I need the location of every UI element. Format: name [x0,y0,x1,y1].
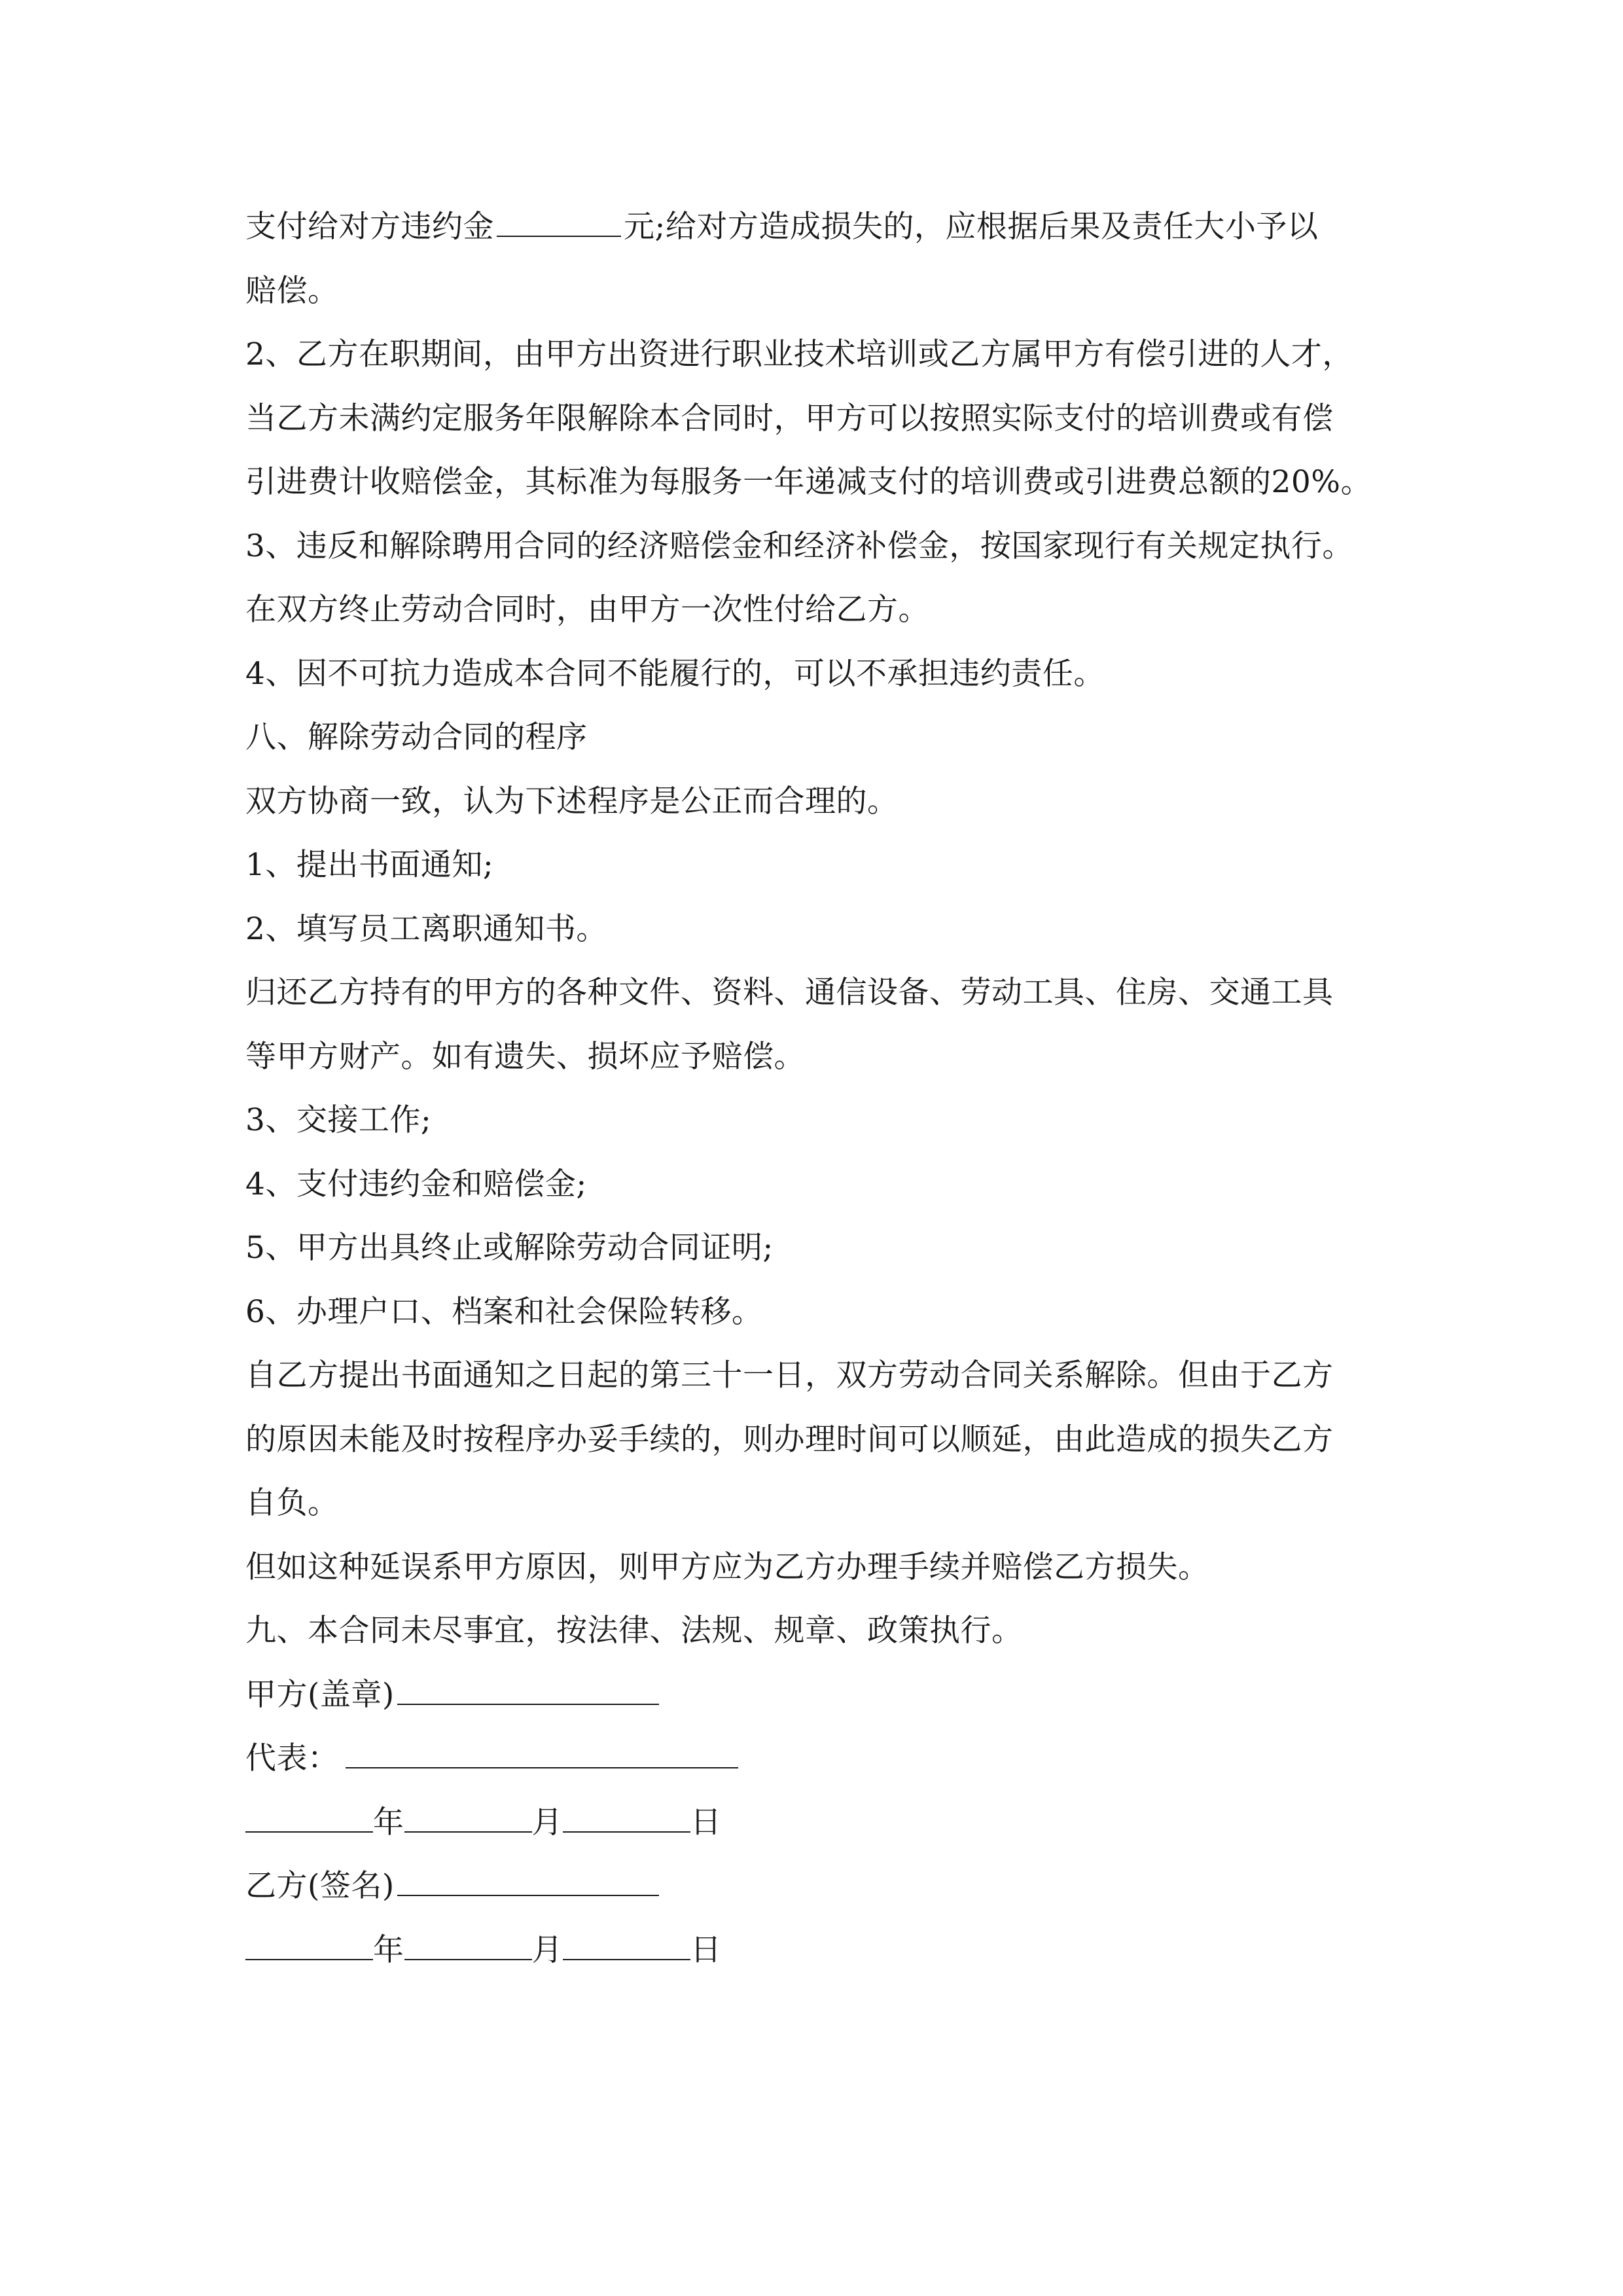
party-b-signature-line [245,1854,1397,1918]
party-a-signature-line [245,1663,1397,1727]
text-line: 3、违反和解除聘用合同的经济赔偿金和经济补偿金，按国家现行有关规定执行。 [245,528,1353,564]
year-blank [245,1933,373,1960]
text-line: 的原因未能及时按程序办妥手续的，则办理时间可以顺延，由此造成的损失乙方 [245,1421,1334,1458]
text-segment: 支付给对方违约金 [245,209,494,245]
day-label: 日 [690,1804,722,1840]
year-blank [245,1805,373,1833]
year-label: 年 [373,1804,404,1840]
list-item: 1、提出书面通知; [245,847,494,883]
text-line: 2、乙方在职期间，由甲方出资进行职业技术培训或乙方属甲方有偿引进的人才， [245,336,1353,372]
party-b-label: 乙方(签名) [245,1868,395,1904]
section-heading: 八、解除劳动合同的程序 [245,719,588,755]
representative-signature-line [245,1727,1397,1791]
list-item: 3、交接工作; [245,1102,432,1138]
text-line: 双方协商一致，认为下述程序是公正而合理的。 [245,783,899,819]
party-a-seal-field [397,1677,659,1705]
text-line: 引进费计收赔偿金，其标准为每服务一年递减支付的培训费或引进费总额的20%。 [245,464,1372,500]
text-line: 赔偿。 [245,272,339,309]
day-blank [563,1933,690,1960]
party-b-signature-field [397,1869,659,1896]
day-label: 日 [690,1931,722,1968]
month-blank [404,1805,532,1833]
month-blank [404,1933,532,1960]
text-line [245,195,1397,259]
text-line: 等甲方财产。如有遗失、损坏应予赔偿。 [245,1038,805,1075]
year-label: 年 [373,1931,404,1968]
day-blank [563,1805,690,1833]
list-item: 2、填写员工离职通知书。 [245,910,607,947]
representative-field [346,1741,738,1768]
party-a-label: 甲方(盖章) [245,1676,395,1713]
list-item: 5、甲方出具终止或解除劳动合同证明; [245,1230,774,1266]
list-item: 4、支付违约金和赔偿金; [245,1166,587,1202]
text-line: 在双方终止劳动合同时，由甲方一次性付给乙方。 [245,592,929,628]
month-label: 月 [531,1931,563,1968]
contract-page [245,195,1397,1982]
month-label: 月 [531,1804,563,1840]
list-item: 6、办理户口、档案和社会保险转移。 [245,1293,763,1330]
text-line: 但如这种延误系甲方原因，则甲方应为乙方办理手续并赔偿乙方损失。 [245,1549,1209,1585]
party-b-date-line [245,1918,1397,1982]
text-segment: 元;给对方造成损失的，应根据后果及责任大小予以 [624,209,1319,245]
text-line: 4、因不可抗力造成本合同不能履行的，可以不承担违约责任。 [245,655,1105,692]
section-heading: 九、本合同未尽事宜，按法律、法规、规章、政策执行。 [245,1613,1023,1649]
text-line: 归还乙方持有的甲方的各种文件、资料、通信设备、劳动工具、住房、交通工具 [245,975,1334,1011]
text-line: 当乙方未满约定服务年限解除本合同时，甲方可以按照实际支付的培训费或有偿 [245,400,1334,437]
representative-label: 代表： [245,1740,339,1776]
party-a-date-line [245,1791,1397,1855]
penalty-amount-blank [497,209,621,237]
text-line: 自乙方提出书面通知之日起的第三十一日，双方劳动合同关系解除。但由于乙方 [245,1357,1334,1393]
text-line: 自负。 [245,1485,339,1521]
